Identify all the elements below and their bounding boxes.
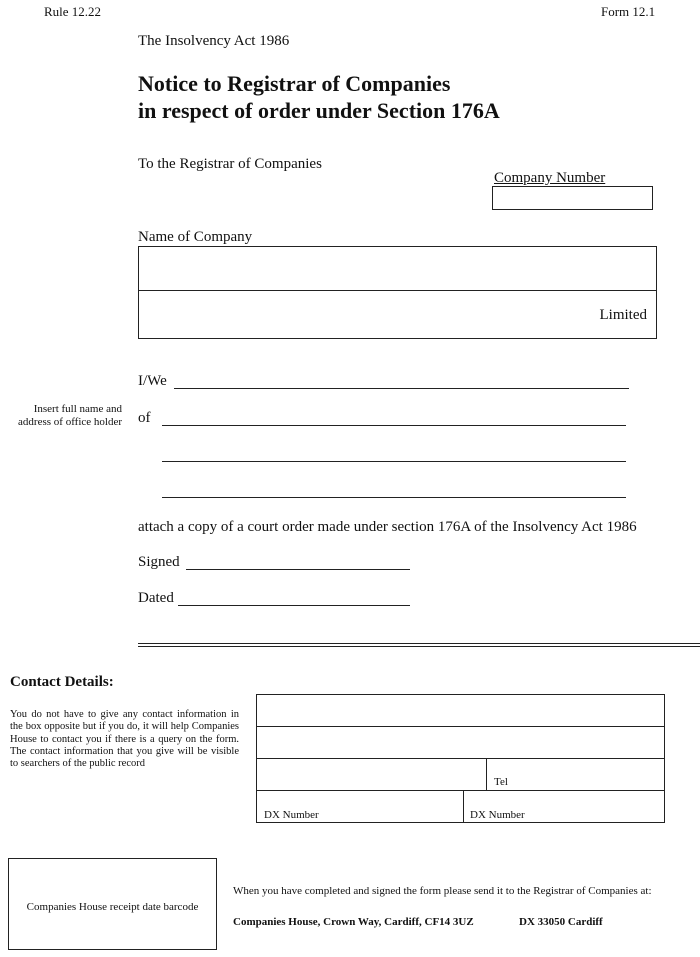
date-line[interactable] <box>178 605 410 606</box>
dx-number-label-1: DX Number <box>264 809 319 821</box>
office-holder-name-line[interactable] <box>174 388 629 389</box>
act-name: The Insolvency Act 1986 <box>138 33 290 49</box>
limited-label: Limited <box>599 307 647 323</box>
section-separator <box>138 643 700 647</box>
receipt-barcode-box <box>8 858 217 950</box>
address-line-1[interactable] <box>162 425 626 426</box>
signed-label: Signed <box>138 554 180 570</box>
contact-row-divider-3 <box>257 790 664 791</box>
signature-line[interactable] <box>186 569 410 570</box>
contact-name-field[interactable] <box>257 695 664 726</box>
tel-label: Tel <box>494 776 508 788</box>
address-line-3[interactable] <box>162 497 626 498</box>
office-holder-side-note: Insert full name and address of office holder <box>18 403 122 428</box>
contact-heading: Contact Details: <box>10 674 114 690</box>
contact-details-box <box>256 694 665 823</box>
send-instructions: When you have completed and signed the form please send it to the Registrar of Companies at: <box>233 885 652 897</box>
iwe-label: I/We <box>138 373 167 389</box>
company-number-label: Company Number <box>494 170 606 186</box>
attach-statement: attach a copy of a court order made under section 176A of the Insolvency Act 1986 <box>138 519 637 535</box>
tel-divider <box>486 758 487 790</box>
addressee: To the Registrar of Companies <box>138 156 322 172</box>
form-title-line1: Notice to Registrar of Companies <box>138 71 451 96</box>
company-name-divider <box>139 290 656 291</box>
name-of-company-label: Name of Company <box>138 229 253 245</box>
form-title-line2: in respect of order under Section 176A <box>138 98 500 123</box>
contact-address-field[interactable] <box>257 727 664 758</box>
rule-number: Rule 12.22 <box>44 4 102 19</box>
of-label: of <box>138 410 151 426</box>
address-line-2[interactable] <box>162 461 626 462</box>
company-name-box <box>138 246 657 339</box>
dx-address: DX 33050 Cardiff <box>519 916 603 928</box>
receipt-barcode-label: Companies House receipt date barcode <box>26 901 199 913</box>
dx-divider <box>463 790 464 823</box>
dx-number-label-2: DX Number <box>470 809 525 821</box>
dated-label: Dated <box>138 590 174 606</box>
contact-explanation: You do not have to give any contact information in the box opposite but if you do, it will help Companies House to contact you if there is a query on the form. The contact information that you give will be visible to searchers of the public record <box>10 709 239 770</box>
companies-house-address: Companies House, Crown Way, Cardiff, CF14 3UZ <box>233 916 474 928</box>
form-number: Form 12.1 <box>601 4 656 19</box>
contact-address-field-2[interactable] <box>257 759 486 790</box>
company-number-field[interactable] <box>492 186 653 210</box>
